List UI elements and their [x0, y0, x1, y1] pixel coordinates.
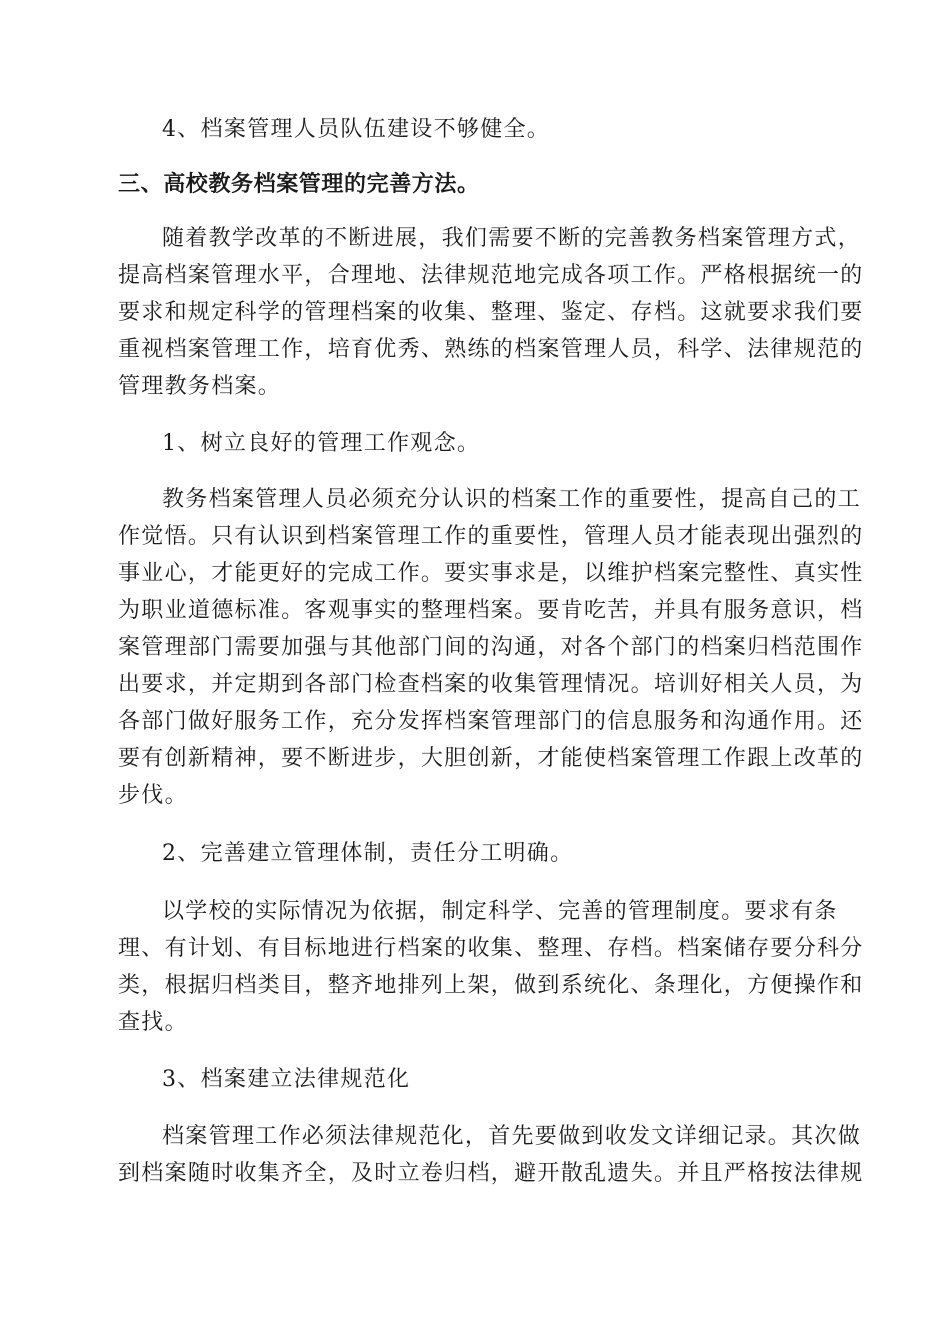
- paragraph-line: 各部门做好服务工作，充分发挥档案管理部门的信息服务和沟通作用。还: [118, 709, 864, 734]
- subheading-2: 2、完善建立管理体制，责任分工明确。: [162, 841, 574, 866]
- paragraph-line: 重视档案管理工作，培育优秀、熟练的档案管理人员，科学、法律规范的: [118, 337, 864, 362]
- paragraph-line: 出要求，并定期到各部门检查档案的收集管理情况。培训好相关人员，为: [118, 672, 864, 697]
- subheading-3: 3、档案建立法律规范化: [162, 1067, 411, 1092]
- paragraph-line: 案管理部门需要加强与其他部门间的沟通，对各个部门的档案归档范围作: [118, 635, 864, 660]
- paragraph-line: 到档案随时收集齐全，及时立卷归档，避开散乱遗失。并且严格按法律规: [118, 1161, 864, 1186]
- list-item-heading-4: 4、档案管理人员队伍建设不够健全。: [162, 117, 551, 142]
- paragraph-line: 提高档案管理水平，合理地、法律规范地完成各项工作。严格根据统一的: [118, 263, 864, 288]
- paragraph-line: 查找。: [118, 1010, 188, 1035]
- paragraph-line: 理、有计划、有目标地进行档案的收集、整理、存档。档案储存要分科分: [118, 936, 864, 961]
- paragraph-line: 以学校的实际情况为依据，制定科学、完善的管理制度。要求有条: [162, 899, 838, 924]
- paragraph-line: 档案管理工作必须法律规范化，首先要做到收发文详细记录。其次做: [162, 1124, 862, 1149]
- paragraph-line: 教务档案管理人员必须充分认识的档案工作的重要性，提高自己的工: [162, 487, 862, 512]
- paragraph-line: 类，根据归档类目，整齐地排列上架，做到系统化、条理化，方便操作和: [118, 973, 864, 998]
- paragraph-line: 事业心，才能更好的完成工作。要实事求是，以维护档案完整性、真实性: [118, 561, 864, 586]
- paragraph-line: 作觉悟。只有认识到档案管理工作的重要性，管理人员才能表现出强烈的: [118, 524, 864, 549]
- paragraph-line: 步伐。: [118, 783, 188, 808]
- paragraph-line: 随着教学改革的不断进展，我们需要不断的完善教务档案管理方式，: [162, 226, 862, 251]
- paragraph-line: 为职业道德标准。客观事实的整理档案。要肯吃苦，并具有服务意识，档: [118, 598, 864, 623]
- paragraph-line: 要有创新精神，要不断进步，大胆创新，才能使档案管理工作跟上改革的: [118, 746, 864, 771]
- paragraph-line: 管理教务档案。: [118, 374, 282, 399]
- section-heading-3: 三、高校教务档案管理的完善方法。: [118, 172, 480, 197]
- subheading-1: 1、树立良好的管理工作观念。: [162, 431, 481, 456]
- paragraph-line: 要求和规定科学的管理档案的收集、整理、鉴定、存档。这就要求我们要: [118, 300, 864, 325]
